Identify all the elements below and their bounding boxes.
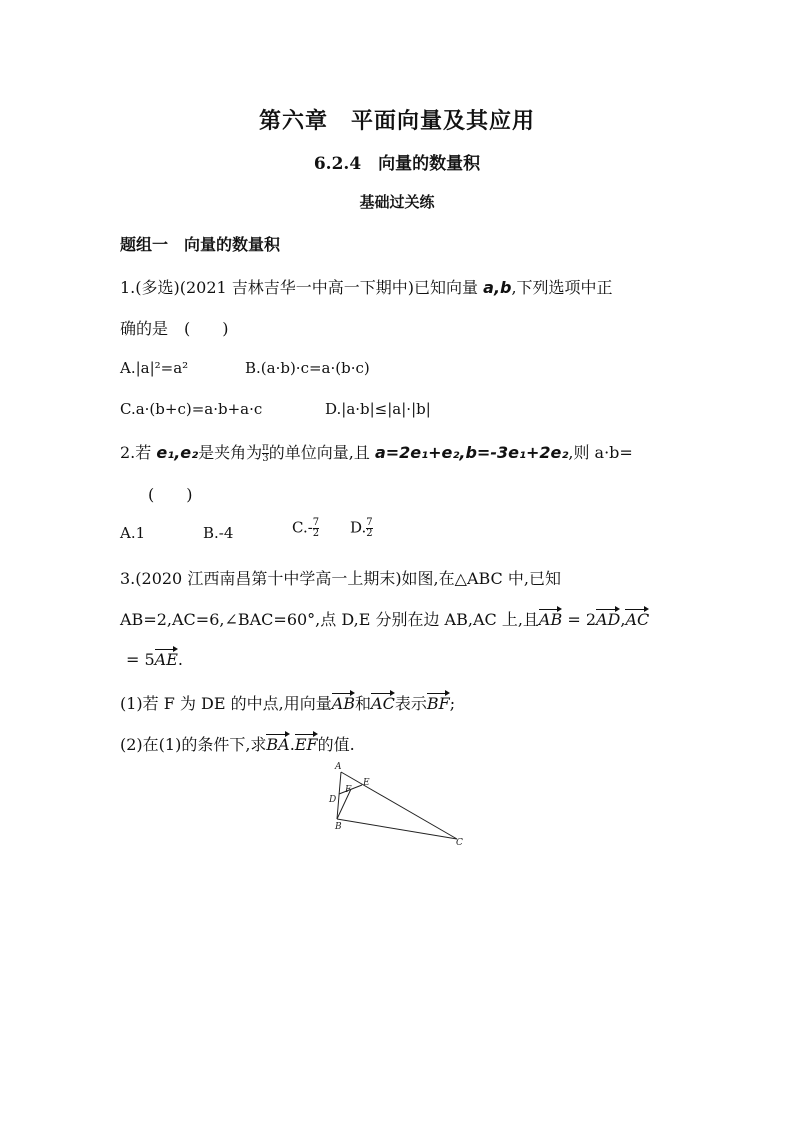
question-2-line-2: ( )	[148, 485, 193, 504]
label-d: D	[329, 795, 337, 805]
vector-ba: BA	[266, 735, 290, 754]
label-c: C	[456, 838, 463, 848]
question-3-given: AB=2,AC=6,∠BAC=60°,点 D,E 分别在边 AB,AC 上,且	[120, 610, 539, 629]
option-d-fraction	[366, 518, 372, 539]
question-3-part-1	[120, 691, 455, 714]
question-1-option-a: A.|a|²=a²	[120, 359, 189, 377]
question-2-option-c	[292, 518, 319, 539]
question-3-intro: (2020 江西南昌第十中学高一上期末)如图,在△ABC 中,已知	[135, 569, 561, 588]
option-c-prefix: C.-	[292, 518, 313, 537]
question-1-option-c: C.a·(b+c)=a·b+a·c	[120, 400, 263, 418]
question-2-mid: 是夹角为	[198, 443, 263, 462]
vector-ab: AB	[538, 610, 563, 629]
part-2-end: 的值.	[317, 735, 355, 754]
question-3-line-3	[126, 648, 183, 669]
triangle-figure	[325, 758, 470, 850]
vector-ae: AE	[154, 650, 178, 669]
chapter-title: 第六章 平面向量及其应用	[258, 108, 535, 134]
question-2-equations: a=2e₁+e₂,b=-3e₁+2e₂	[374, 443, 569, 462]
question-2-option-b: B.-4	[203, 524, 234, 542]
label-b: B	[335, 822, 342, 832]
vector-ab-2: AB	[331, 694, 356, 713]
option-c-denominator: 2	[312, 528, 320, 539]
question-2-option-a: A.1	[120, 524, 146, 542]
label-e: E	[363, 778, 370, 788]
vector-ac-2: AC	[371, 694, 395, 713]
question-1-vars: a,b	[483, 278, 512, 297]
vector-ac: AC	[625, 610, 650, 629]
option-d-numerator: 7	[366, 517, 373, 528]
part-2-dot: .	[289, 735, 295, 754]
angle-denominator: 3	[262, 453, 269, 464]
angle-numerator: π	[262, 442, 269, 453]
question-2-mid2: 的单位向量,且	[268, 443, 375, 462]
label-a: A	[335, 762, 342, 772]
question-2-end: ,则 a·b=	[568, 443, 633, 462]
option-c-fraction	[313, 518, 319, 539]
option-d-denominator: 2	[366, 528, 373, 539]
option-d-prefix: D.	[350, 518, 367, 537]
question-2-start: 若	[135, 443, 157, 462]
question-1-suffix: ,下列选项中正	[511, 278, 613, 297]
eq-two: = 2	[562, 610, 596, 629]
part-1-prefix: (1)若 F 为 DE 的中点,用向量	[120, 694, 332, 713]
question-1-number: 1.	[120, 278, 136, 297]
question-1-line-2: 确的是 ( )	[120, 319, 229, 338]
question-1-option-b: B.(a·b)·c=a·(b·c)	[245, 359, 370, 377]
question-3-line-1	[120, 566, 561, 589]
question-2-number: 2.	[120, 443, 136, 462]
section-title: 6.2.4 向量的数量积	[313, 154, 481, 174]
vector-ef: EF	[294, 735, 318, 754]
question-1-prefix: (多选)(2021 吉林吉华一中高一下期中)已知向量	[135, 278, 479, 297]
vector-ad: AD	[596, 610, 621, 629]
vector-bf: BF	[426, 694, 450, 713]
label-f: F	[345, 785, 352, 795]
question-1-line-1	[120, 275, 613, 298]
option-c-numerator: 7	[312, 517, 320, 528]
part-2-prefix: (2)在(1)的条件下,求	[120, 735, 267, 754]
part-1-show: 表示	[394, 694, 427, 713]
question-2-angle-fraction	[262, 443, 269, 464]
group-title: 题组一 向量的数量积	[120, 235, 281, 254]
comma: ,	[620, 610, 626, 629]
line-3-end: .	[177, 650, 183, 669]
question-1-option-d: D.|a·b|≤|a|·|b|	[325, 400, 431, 418]
subsection-title: 基础过关练	[359, 193, 435, 211]
question-3-part-2	[120, 732, 355, 755]
question-3-number: 3.	[120, 569, 136, 588]
question-2-option-d	[350, 518, 373, 539]
eq-five: = 5	[126, 650, 155, 669]
part-1-end: ;	[449, 694, 456, 713]
question-2-line-1	[120, 440, 633, 464]
question-2-unit-vectors: e₁,e₂	[156, 443, 199, 462]
question-3-line-2	[120, 607, 649, 630]
part-1-and: 和	[355, 694, 372, 713]
